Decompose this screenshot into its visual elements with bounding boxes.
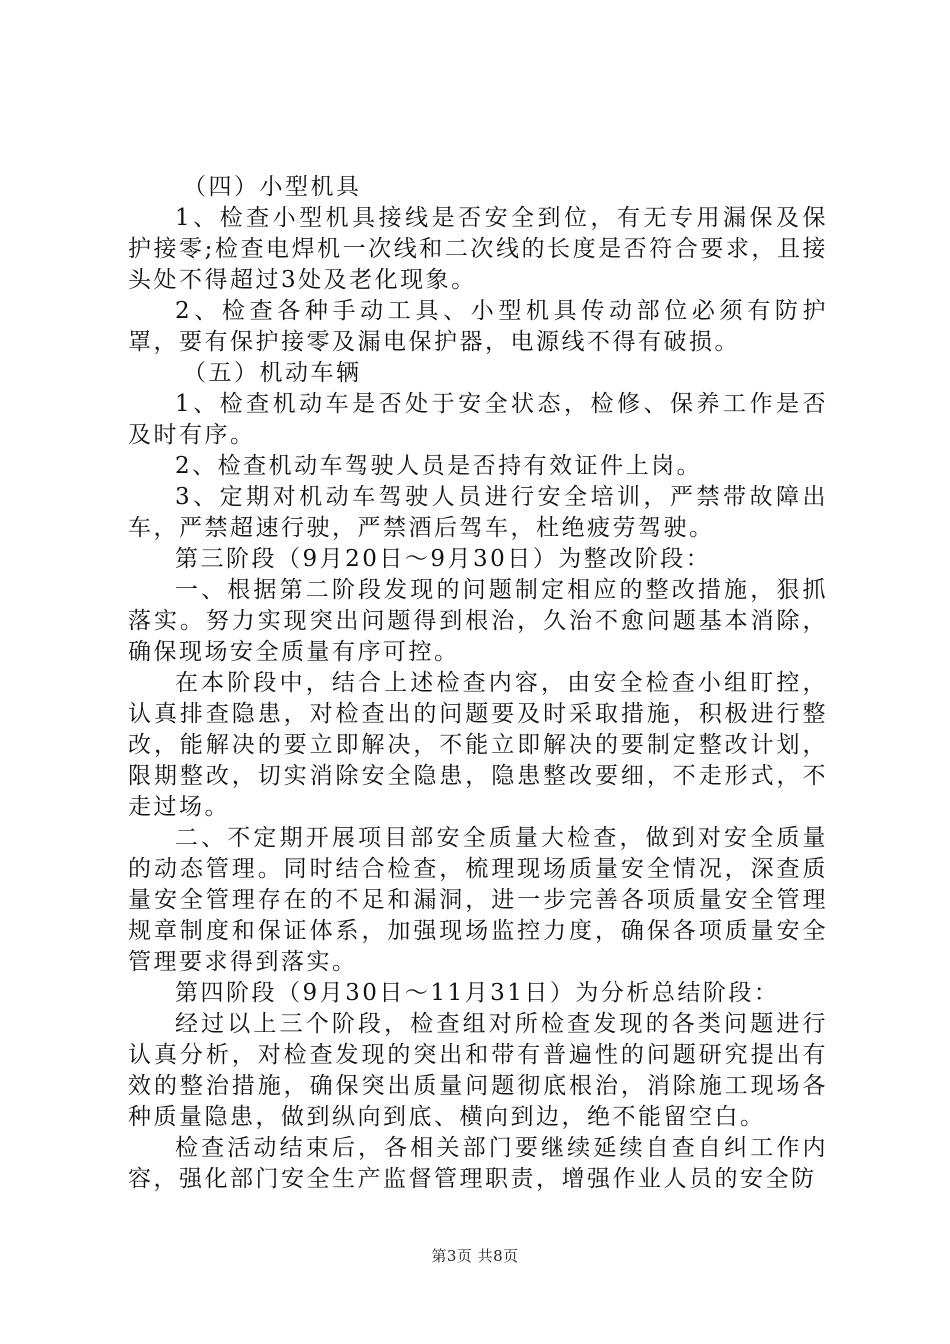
paragraph-driver-license: 2、检查机动车驾驶人员是否持有效证件上岗。 [175,453,703,479]
paragraph-vehicle-condition: 1、检查机动车是否处于安全状态，检修、保养工作是否及时有序。 [128,391,828,448]
section-heading-motor-vehicles: （五）机动车辆 [183,360,362,386]
paragraph-after-inspection: 检查活动结束后，各相关部门要继续延续自查自纠工作内容，强化部门安全生产监督管理职责，增强作业人员的安全防 [128,1135,828,1192]
stage-four-heading: 第四阶段（9月30日～11月31日）为分析总结阶段： [175,980,780,1006]
page-number-footer: 第3页 共8页 [431,1247,519,1265]
paragraph-irregular-inspections: 二、不定期开展项目部安全质量大检查，做到对安全质量的动态管理。同时结合检查，梳理现场质量安全情况，深查质量安全管理存在的不足和漏洞，进一步完善各项质量安全管理规章制度和保证体系，加强现场监控力度，确保各项质量安全管理要求得到落实。 [128,825,828,975]
paragraph-stage-three-details: 在本阶段中，结合上述检查内容，由安全检查小组盯控，认真排查隐患，对检查出的问题要及时采取措施，积极进行整改，能解决的要立即解决，不能立即解决的要制定整改计划，限期整改，切实消除安全隐患，隐患整改要细，不走形式，不走过场。 [128,670,828,820]
paragraph-small-tools-guards: 2、检查各种手动工具、小型机具传动部位必须有防护罩，要有保护接零及漏电保护器，电源线不得有破损。 [128,298,828,355]
document-body [128,172,828,1195]
paragraph-driver-training: 3、定期对机动车驾驶人员进行安全培训，严禁带故障出车，严禁超速行驶，严禁酒后驾车，杜绝疲劳驾驶。 [128,484,828,541]
stage-three-heading: 第三阶段（9月20日～9月30日）为整改阶段： [175,546,712,572]
paragraph-rectification-measures: 一、根据第二阶段发现的问题制定相应的整改措施，狠抓落实。努力实现突出问题得到根治，久治不愈问题基本消除，确保现场安全质量有序可控。 [128,577,828,665]
section-heading-small-tools: （四）小型机具 [183,174,362,200]
paragraph-small-tools-wiring: 1、检查小型机具接线是否安全到位，有无专用漏保及保护接零;检查电焊机一次线和二次线的长度是否符合要求，且接头处不得超过3处及老化现象。 [128,205,828,293]
paragraph-analysis: 经过以上三个阶段，检查组对所检查发现的各类问题进行认真分析，对检查发现的突出和带有普遍性的问题研究提出有效的整治措施，确保突出质量问题彻底根治，消除施工现场各种质量隐患，做到纵向到底、横向到边，绝不能留空白。 [128,1011,828,1130]
